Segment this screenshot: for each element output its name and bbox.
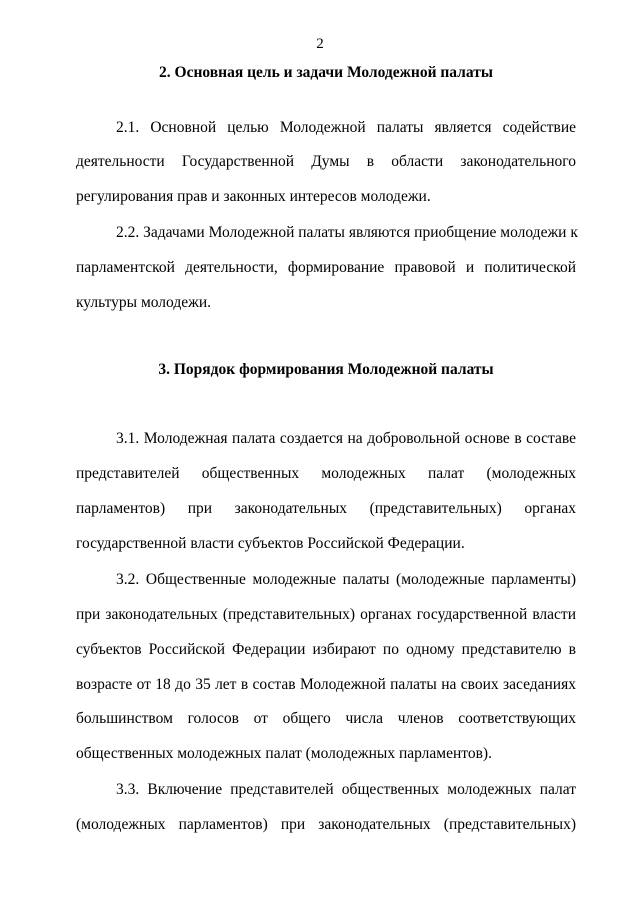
- paragraph-line: парламентской деятельности, формирование правовой и политической: [76, 259, 576, 276]
- paragraph-line: 3.1. Молодежная палата создается на добровольной основе в составе: [116, 430, 576, 447]
- paragraph-line: парламентов) при законодательных (представительных) органах: [76, 500, 576, 517]
- paragraph-line: общественных молодежных палат (молодежных парламентов).: [76, 745, 492, 762]
- paragraph-line: возрасте от 18 до 35 лет в состав Молодежной палаты на своих заседаниях: [76, 676, 576, 693]
- paragraph-line: большинством голосов от общего числа членов соответствующих: [76, 710, 576, 727]
- paragraph-line: 3.2. Общественные молодежные палаты (молодежные парламенты): [116, 571, 576, 588]
- paragraph-line: при законодательных (представительных) органах государственной власти: [76, 606, 576, 623]
- paragraph-line: культуры молодежи.: [76, 294, 211, 311]
- paragraph-line: государственной власти субъектов Российской Федерации.: [76, 535, 465, 552]
- paragraph-line: регулирования прав и законных интересов молодежи.: [76, 188, 431, 205]
- paragraph-line: деятельности Государственной Думы в области законодательного: [76, 153, 576, 170]
- paragraph-line: 2.1. Основной целью Молодежной палаты является содействие: [116, 119, 576, 136]
- paragraph-line: субъектов Российской Федерации избирают по одному представителю в: [76, 641, 576, 658]
- paragraph-line: 2.2. Задачами Молодежной палаты являются приобщение молодежи к: [116, 224, 578, 241]
- section-2-heading: 2. Основная цель и задачи Молодежной палаты: [159, 64, 493, 81]
- section-3-heading: 3. Порядок формирования Молодежной палаты: [158, 361, 494, 378]
- paragraph-line: представителей общественных молодежных палат (молодежных: [76, 465, 576, 482]
- paragraph-line: 3.3. Включение представителей общественных молодежных палат: [116, 781, 576, 798]
- paragraph-line: (молодежных парламентов) при законодательных (представительных): [76, 816, 576, 833]
- page-number: 2: [316, 36, 324, 52]
